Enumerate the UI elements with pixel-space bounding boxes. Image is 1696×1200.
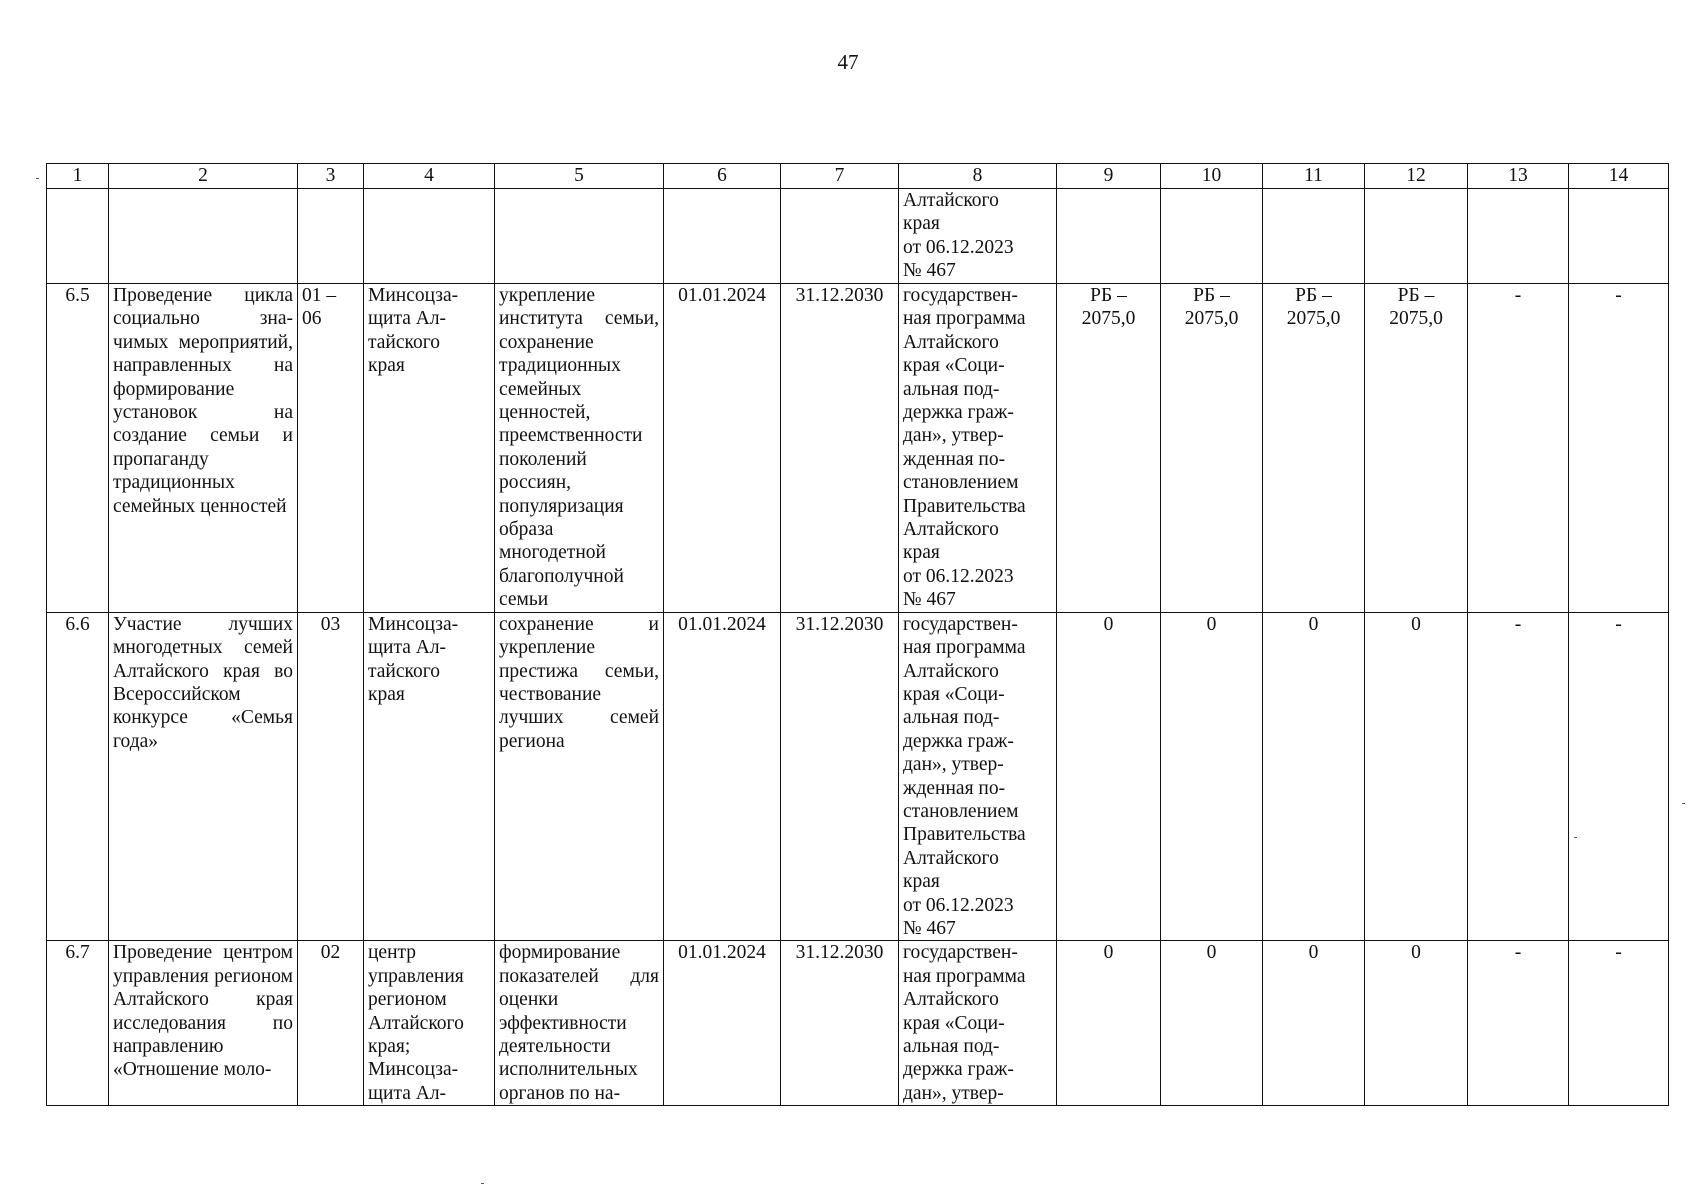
cell-empty — [364, 189, 495, 284]
column-header-13: 13 — [1468, 164, 1569, 189]
cell-empty — [47, 189, 109, 284]
code-text: 01 – 06 — [302, 285, 337, 330]
result-cell: укрепление института семьи, сохранение традиционных семейных ценностей, преемственности поколений россиян, популяризация образа многодетной благополучной семьи — [495, 284, 664, 613]
column-header-1: 1 — [47, 164, 109, 189]
column-header-10: 10 — [1161, 164, 1263, 189]
column-header-8: 8 — [899, 164, 1057, 189]
funding-cell: 0 — [1263, 612, 1365, 941]
cell-empty — [1569, 189, 1669, 284]
cell-empty — [664, 189, 781, 284]
program-cell — [899, 941, 1057, 1106]
funding-cell: 0 — [1057, 941, 1161, 1106]
row-id: 6.7 — [47, 941, 109, 1106]
funding-cell — [1057, 284, 1161, 613]
start-date: 01.01.2024 — [664, 941, 781, 1106]
scan-speck — [36, 178, 39, 179]
measure-name: Проведение цикла социально зна- чимых мероприятий, направленных на формирование установок на создание семьи и пропаганду традиционных семейных ценностей — [109, 284, 298, 613]
end-date: 31.12.2030 — [781, 612, 899, 941]
cell-empty — [1161, 189, 1263, 284]
program-text: государствен- ная программа Алтайского края «Соци- альная под- держка граж- дан», утвер- жденная по- становлением Правительства Алтайского края от 06.12.2023 № 467 — [903, 285, 1026, 611]
program-continuation-text: Алтайского края от 06.12.2023 № 467 — [903, 190, 1014, 282]
executor-text: центр управления регионом Алтайского края; Минсоцза- щита Ал- — [368, 942, 464, 1104]
scan-speck — [1682, 803, 1685, 804]
code-cell — [298, 941, 364, 1106]
program-text: государствен- ная программа Алтайского края «Соци- альная под- держка граж- дан», утвер- — [903, 942, 1026, 1104]
start-date: 01.01.2024 — [664, 612, 781, 941]
result-cell: формирование показателей для оценки эффективности деятельности исполнительных органов по на- — [495, 941, 664, 1106]
dash-cell: - — [1569, 284, 1669, 613]
table-row — [47, 284, 1669, 613]
cell-empty — [781, 189, 899, 284]
executor-cell — [364, 941, 495, 1106]
executor-text: Минсоцза- щита Ал- тайского края — [368, 613, 459, 705]
column-header-12: 12 — [1365, 164, 1468, 189]
measure-name: Проведение центром управления регионом Алтайского края исследования по направлению «Отношение моло- — [109, 941, 298, 1106]
end-date: 31.12.2030 — [781, 941, 899, 1106]
funding-cell — [1161, 284, 1263, 613]
funding-cell: 0 — [1161, 612, 1263, 941]
dash-cell: - — [1468, 612, 1569, 941]
funding-value: РБ – 2075,0 — [1081, 285, 1136, 330]
cell-empty — [109, 189, 298, 284]
dash-cell: - — [1468, 284, 1569, 613]
scan-speck — [1574, 837, 1577, 838]
funding-value: РБ – 2075,0 — [1389, 285, 1443, 330]
funding-cell: 0 — [1057, 612, 1161, 941]
cell-empty — [1365, 189, 1468, 284]
funding-cell: 0 — [1365, 612, 1468, 941]
cell-empty — [495, 189, 664, 284]
result-cell: сохранение и укрепление престижа семьи, чествование лучших семей региона — [495, 612, 664, 941]
program-cell — [899, 284, 1057, 613]
row-id: 6.5 — [47, 284, 109, 613]
executor-text: Минсоцза- щита Ал- тайского края — [368, 285, 459, 377]
dash-cell: - — [1569, 941, 1669, 1106]
dash-cell: - — [1569, 612, 1669, 941]
column-header-14: 14 — [1569, 164, 1669, 189]
column-header-2: 2 — [109, 164, 298, 189]
page-number: 47 — [837, 50, 859, 74]
start-date: 01.01.2024 — [664, 284, 781, 613]
scan-speck — [481, 1183, 484, 1184]
header-row — [47, 164, 1669, 189]
measure-name: Участие лучших многодетных семей Алтайского края во Всероссийском конкурсе «Семья года» — [109, 612, 298, 941]
end-date: 31.12.2030 — [781, 284, 899, 613]
measures-table — [46, 163, 1669, 1106]
column-header-9: 9 — [1057, 164, 1161, 189]
column-header-5: 5 — [495, 164, 664, 189]
code-cell — [298, 612, 364, 941]
continuation-row — [47, 189, 1669, 284]
executor-cell — [364, 612, 495, 941]
funding-cell: 0 — [1263, 941, 1365, 1106]
column-header-4: 4 — [364, 164, 495, 189]
table-row — [47, 612, 1669, 941]
executor-cell — [364, 284, 495, 613]
funding-cell: 0 — [1161, 941, 1263, 1106]
row-id: 6.6 — [47, 612, 109, 941]
funding-value: РБ – 2075,0 — [1286, 285, 1341, 330]
dash-cell: - — [1468, 941, 1569, 1106]
code-text: 02 — [320, 942, 341, 964]
cell-program-continuation — [899, 189, 1057, 284]
table-row — [47, 941, 1669, 1106]
cell-empty — [298, 189, 364, 284]
column-header-6: 6 — [664, 164, 781, 189]
code-cell — [298, 284, 364, 613]
column-header-3: 3 — [298, 164, 364, 189]
funding-cell — [1365, 284, 1468, 613]
funding-value: РБ – 2075,0 — [1184, 285, 1239, 330]
column-header-11: 11 — [1263, 164, 1365, 189]
program-text: государствен- ная программа Алтайского края «Соци- альная под- держка граж- дан», утвер- жденная по- становлением Правительства Алтайского края от 06.12.2023 № 467 — [903, 613, 1026, 939]
code-text: 03 — [320, 613, 341, 635]
funding-cell — [1263, 284, 1365, 613]
cell-empty — [1468, 189, 1569, 284]
funding-cell: 0 — [1365, 941, 1468, 1106]
cell-empty — [1057, 189, 1161, 284]
cell-empty — [1263, 189, 1365, 284]
program-cell — [899, 612, 1057, 941]
column-header-7: 7 — [781, 164, 899, 189]
